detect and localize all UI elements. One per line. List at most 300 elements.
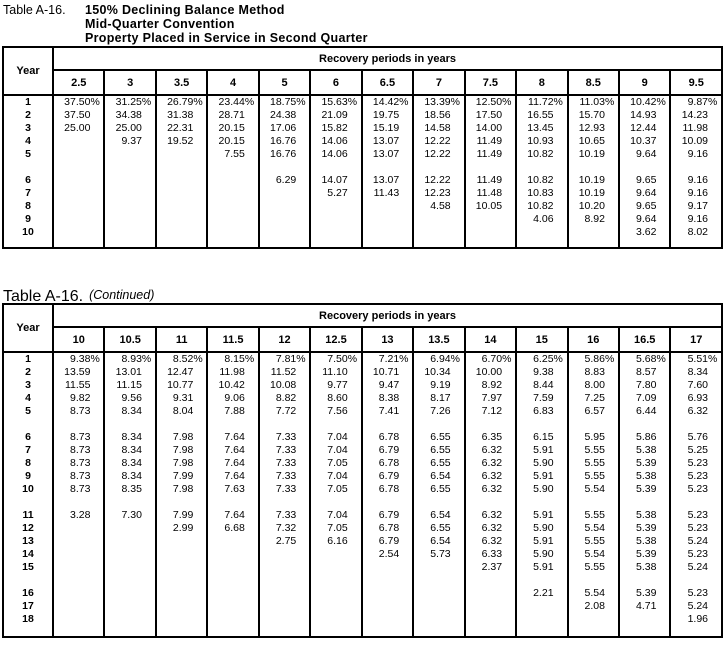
table1-title-block <box>3 3 368 45</box>
rate-cell: 8.73 <box>53 405 104 418</box>
rate-cell: 10.19 <box>568 174 619 187</box>
rate-cell: 6.32 <box>465 457 516 470</box>
rate-cell: 9.47 <box>362 379 413 392</box>
rate-cell: 13.45 <box>516 122 567 135</box>
rate-cell: 6.32 <box>465 509 516 522</box>
rate-cell: 8.82 <box>259 392 310 405</box>
rate-cell: 8.00 <box>568 379 619 392</box>
rate-cell: 5.25 <box>670 444 722 457</box>
rate-cell: 5.55 <box>568 457 619 470</box>
rate-cell <box>207 613 258 626</box>
rate-cell: 5.39 <box>619 457 670 470</box>
header-row-group <box>3 304 722 327</box>
rate-cell: 8.44 <box>516 379 567 392</box>
year-cell <box>3 418 53 431</box>
rate-cell: 5.55 <box>568 444 619 457</box>
year-cell: 6 <box>25 174 31 186</box>
table-row <box>3 470 722 483</box>
rate-cell: 7.81% <box>259 352 310 366</box>
rate-cell: 15.63% <box>310 95 361 109</box>
rate-cell: 18.56 <box>413 109 464 122</box>
rate-cell <box>104 561 155 574</box>
table-body <box>3 352 722 637</box>
rate-cell <box>516 239 567 248</box>
rate-cell: 12.22 <box>413 135 464 148</box>
period-header: 17 <box>670 327 722 352</box>
rate-cell: 6.78 <box>362 457 413 470</box>
rate-cell: 9.87% <box>670 95 722 109</box>
table-row <box>3 352 722 366</box>
rate-cell <box>413 574 464 587</box>
table-header <box>3 304 722 352</box>
rate-cell <box>413 626 464 637</box>
table-row <box>3 148 722 161</box>
spacer-row <box>3 574 722 587</box>
rate-cell: 14.42% <box>362 95 413 109</box>
rate-cell <box>362 226 413 239</box>
period-header: 8 <box>516 70 567 95</box>
table1-title <box>85 3 368 45</box>
period-header: 3.5 <box>156 70 207 95</box>
rate-cell: 13.07 <box>362 148 413 161</box>
rate-cell: 7.98 <box>156 483 207 496</box>
rate-cell: 10.00 <box>465 366 516 379</box>
rate-cell: 5.23 <box>670 457 722 470</box>
rate-cell <box>568 626 619 637</box>
rate-cell: 7.98 <box>156 444 207 457</box>
rate-cell: 6.57 <box>568 405 619 418</box>
rate-cell <box>619 626 670 637</box>
rate-cell: 6.70% <box>465 352 516 366</box>
rate-cell: 6.55 <box>413 444 464 457</box>
rate-cell: 10.83 <box>516 187 567 200</box>
rate-cell: 8.73 <box>53 444 104 457</box>
rate-cell: 8.17 <box>413 392 464 405</box>
rate-cell: 2.99 <box>156 522 207 535</box>
rate-cell <box>516 226 567 239</box>
rate-cell: 12.22 <box>413 174 464 187</box>
rate-cell <box>207 600 258 613</box>
rate-cell <box>670 574 722 587</box>
rate-cell <box>413 561 464 574</box>
rate-cell: 2.21 <box>516 587 567 600</box>
rate-cell: 5.91 <box>516 561 567 574</box>
rate-cell <box>259 587 310 600</box>
rate-cell: 5.39 <box>619 522 670 535</box>
table-row <box>3 213 722 226</box>
rate-cell: 9.16 <box>670 148 722 161</box>
rate-cell: 11.49 <box>465 148 516 161</box>
rate-cell <box>259 548 310 561</box>
rate-cell: 12.44 <box>619 122 670 135</box>
rate-cell <box>259 613 310 626</box>
rate-cell <box>53 148 104 161</box>
rate-cell: 7.21% <box>362 352 413 366</box>
rate-cell: 5.86 <box>619 431 670 444</box>
rate-cell <box>413 496 464 509</box>
rate-cell: 2.37 <box>465 561 516 574</box>
rate-cell: 34.38 <box>104 109 155 122</box>
rate-cell: 6.55 <box>413 522 464 535</box>
rate-cell: 9.77 <box>310 379 361 392</box>
rate-cell: 5.86% <box>568 352 619 366</box>
rate-cell: 12.47 <box>156 366 207 379</box>
rate-cell: 5.39 <box>619 548 670 561</box>
rate-cell: 10.82 <box>516 174 567 187</box>
rate-cell <box>259 187 310 200</box>
rate-cell: 3.62 <box>619 226 670 239</box>
rate-cell <box>53 613 104 626</box>
rate-cell: 7.33 <box>259 457 310 470</box>
rate-cell <box>156 548 207 561</box>
rate-cell: 7.05 <box>310 483 361 496</box>
table-row <box>3 366 722 379</box>
rate-cell: 9.65 <box>619 174 670 187</box>
rate-cell: 8.34 <box>104 470 155 483</box>
rate-cell: 2.54 <box>362 548 413 561</box>
rate-cell <box>362 561 413 574</box>
rate-cell: 6.79 <box>362 444 413 457</box>
rate-cell: 9.38% <box>53 352 104 366</box>
rate-cell <box>104 161 155 174</box>
rate-cell: 5.54 <box>568 548 619 561</box>
table-row <box>3 379 722 392</box>
rate-cell <box>619 239 670 248</box>
rate-cell: 13.07 <box>362 135 413 148</box>
rate-cell: 9.19 <box>413 379 464 392</box>
period-header: 2.5 <box>53 70 104 95</box>
rate-cell: 6.32 <box>465 444 516 457</box>
rate-cell <box>310 574 361 587</box>
rate-cell <box>207 548 258 561</box>
rate-cell <box>310 587 361 600</box>
rate-cell <box>465 613 516 626</box>
rate-cell: 9.64 <box>619 148 670 161</box>
rate-cell: 37.50 <box>53 109 104 122</box>
rate-cell: 10.65 <box>568 135 619 148</box>
rate-cell <box>465 626 516 637</box>
rate-cell: 5.91 <box>516 535 567 548</box>
rate-cell: 5.54 <box>568 522 619 535</box>
rate-cell: 2.08 <box>568 600 619 613</box>
rate-cell <box>516 626 567 637</box>
rate-cell: 6.54 <box>413 509 464 522</box>
rate-cell <box>568 418 619 431</box>
rate-cell: 7.56 <box>310 405 361 418</box>
rate-cell: 9.17 <box>670 200 722 213</box>
rate-cell <box>156 187 207 200</box>
rate-cell: 5.38 <box>619 561 670 574</box>
rate-cell <box>207 213 258 226</box>
table-row <box>3 535 722 548</box>
year-cell: 18 <box>22 613 34 625</box>
rate-cell: 16.55 <box>516 109 567 122</box>
rate-cell: 5.38 <box>619 535 670 548</box>
rate-cell: 7.55 <box>207 148 258 161</box>
rate-cell <box>259 226 310 239</box>
rate-cell: 16.76 <box>259 135 310 148</box>
rate-cell <box>104 496 155 509</box>
rate-cell <box>568 613 619 626</box>
rate-cell <box>310 226 361 239</box>
rate-cell: 8.38 <box>362 392 413 405</box>
recovery-periods-header: Recovery periods in years <box>53 47 722 70</box>
rate-cell <box>362 626 413 637</box>
rate-cell <box>516 161 567 174</box>
rate-cell: 5.91 <box>516 444 567 457</box>
period-header: 13.5 <box>413 327 464 352</box>
rate-cell: 6.16 <box>310 535 361 548</box>
rate-cell <box>568 574 619 587</box>
table-row <box>3 522 722 535</box>
rate-cell: 9.56 <box>104 392 155 405</box>
rate-cell <box>104 574 155 587</box>
rate-cell: 8.83 <box>568 366 619 379</box>
rate-cell: 6.35 <box>465 431 516 444</box>
year-cell: 11 <box>22 509 34 521</box>
rate-cell: 11.52 <box>259 366 310 379</box>
year-cell: 16 <box>22 587 34 599</box>
period-header: 13 <box>362 327 413 352</box>
rate-cell: 20.15 <box>207 122 258 135</box>
rate-cell <box>310 213 361 226</box>
rate-cell: 13.39% <box>413 95 464 109</box>
rate-cell: 7.12 <box>465 405 516 418</box>
rate-cell: 8.92 <box>465 379 516 392</box>
rate-cell: 9.37 <box>104 135 155 148</box>
rate-cell: 10.42% <box>619 95 670 109</box>
table-row <box>3 509 722 522</box>
year-cell: 13 <box>22 535 34 547</box>
rate-cell: 5.51% <box>670 352 722 366</box>
rate-cell: 3.28 <box>53 509 104 522</box>
rate-cell <box>53 548 104 561</box>
rate-cell <box>156 418 207 431</box>
rate-cell <box>670 239 722 248</box>
rate-cell: 13.01 <box>104 366 155 379</box>
rate-cell: 11.98 <box>670 122 722 135</box>
rate-cell: 8.73 <box>53 470 104 483</box>
period-header: 16.5 <box>619 327 670 352</box>
rate-cell: 6.83 <box>516 405 567 418</box>
rate-cell <box>362 200 413 213</box>
rate-cell <box>619 496 670 509</box>
period-header: 6 <box>310 70 361 95</box>
rate-cell <box>156 226 207 239</box>
year-column-header: Year <box>3 47 53 95</box>
rate-cell: 8.34 <box>670 366 722 379</box>
rate-cell: 7.60 <box>670 379 722 392</box>
rate-cell: 9.16 <box>670 174 722 187</box>
table-row <box>3 95 722 109</box>
rate-cell: 6.93 <box>670 392 722 405</box>
rate-cell: 5.38 <box>619 444 670 457</box>
year-cell: 4 <box>25 135 31 147</box>
rate-cell: 7.88 <box>207 405 258 418</box>
rate-cell: 8.52% <box>156 352 207 366</box>
rate-cell: 6.78 <box>362 483 413 496</box>
rate-cell: 7.98 <box>156 457 207 470</box>
rate-cell: 15.82 <box>310 122 361 135</box>
year-cell: 2 <box>25 109 31 121</box>
rate-cell: 7.05 <box>310 522 361 535</box>
rate-cell: 10.82 <box>516 200 567 213</box>
table-row <box>3 174 722 187</box>
rate-cell: 6.54 <box>413 470 464 483</box>
rate-cell: 10.19 <box>568 187 619 200</box>
rate-cell: 11.48 <box>465 187 516 200</box>
rate-cell: 10.09 <box>670 135 722 148</box>
rate-cell <box>259 600 310 613</box>
rate-cell: 5.38 <box>619 470 670 483</box>
rate-cell: 10.05 <box>465 200 516 213</box>
recovery-periods-header: Recovery periods in years <box>53 304 722 327</box>
rate-cell <box>53 174 104 187</box>
rate-cell <box>207 187 258 200</box>
rate-cell: 7.04 <box>310 431 361 444</box>
rate-cell: 19.75 <box>362 109 413 122</box>
rate-cell <box>104 626 155 637</box>
rate-cell <box>310 626 361 637</box>
rate-cell: 10.20 <box>568 200 619 213</box>
period-header: 3 <box>104 70 155 95</box>
period-header: 9.5 <box>670 70 722 95</box>
rate-cell: 7.64 <box>207 444 258 457</box>
period-header: 5 <box>259 70 310 95</box>
rate-cell: 13.59 <box>53 366 104 379</box>
rate-cell <box>465 574 516 587</box>
bottom-padding-row <box>3 626 722 637</box>
rate-cell: 12.23 <box>413 187 464 200</box>
year-cell: 2 <box>25 366 31 378</box>
year-cell <box>3 239 53 248</box>
rate-cell: 6.78 <box>362 431 413 444</box>
rate-cell <box>53 161 104 174</box>
year-cell: 8 <box>25 457 31 469</box>
period-header: 7 <box>413 70 464 95</box>
rate-cell: 25.00 <box>53 122 104 135</box>
rate-cell <box>465 587 516 600</box>
table2-continued-label: (Continued) <box>89 288 155 302</box>
rate-cell: 6.15 <box>516 431 567 444</box>
period-header: 12 <box>259 327 310 352</box>
period-header: 14 <box>465 327 516 352</box>
table-row <box>3 483 722 496</box>
rate-cell: 5.54 <box>568 483 619 496</box>
rate-cell <box>465 496 516 509</box>
table-row <box>3 561 722 574</box>
table-row <box>3 122 722 135</box>
rate-cell: 5.55 <box>568 561 619 574</box>
rate-cell <box>156 239 207 248</box>
rate-cell: 5.76 <box>670 431 722 444</box>
rate-cell <box>465 239 516 248</box>
rate-cell: 10.08 <box>259 379 310 392</box>
rate-cell <box>259 496 310 509</box>
rate-cell <box>413 213 464 226</box>
year-cell: 5 <box>25 148 31 160</box>
rate-cell: 7.98 <box>156 431 207 444</box>
rate-cell <box>53 535 104 548</box>
year-cell <box>3 496 53 509</box>
rate-cell: 8.34 <box>104 457 155 470</box>
rate-cell <box>156 561 207 574</box>
rate-cell: 12.93 <box>568 122 619 135</box>
rate-cell: 9.64 <box>619 213 670 226</box>
year-cell: 12 <box>22 522 34 534</box>
rate-cell <box>670 496 722 509</box>
year-cell <box>3 626 53 637</box>
year-cell: 9 <box>25 213 31 225</box>
rate-cell: 24.38 <box>259 109 310 122</box>
rate-cell: 11.43 <box>362 187 413 200</box>
period-header: 11.5 <box>207 327 258 352</box>
rate-cell <box>413 600 464 613</box>
header-row-periods <box>3 70 722 95</box>
rate-cell: 7.50% <box>310 352 361 366</box>
rate-cell: 6.29 <box>259 174 310 187</box>
rate-cell <box>53 600 104 613</box>
table-row <box>3 613 722 626</box>
rate-cell: 5.39 <box>619 483 670 496</box>
year-cell: 14 <box>22 548 34 560</box>
rate-cell: 5.55 <box>568 470 619 483</box>
rate-cell <box>465 213 516 226</box>
period-header: 6.5 <box>362 70 413 95</box>
rate-cell <box>53 574 104 587</box>
rate-cell: 9.06 <box>207 392 258 405</box>
rate-cell: 7.33 <box>259 431 310 444</box>
rate-cell: 14.06 <box>310 135 361 148</box>
rate-cell <box>104 535 155 548</box>
year-cell: 5 <box>25 405 31 417</box>
table1-title-line2: Mid-Quarter Convention <box>85 17 235 31</box>
rate-cell: 8.57 <box>619 366 670 379</box>
rate-cell <box>104 187 155 200</box>
rate-cell <box>207 496 258 509</box>
rate-cell: 8.35 <box>104 483 155 496</box>
rate-cell: 5.55 <box>568 535 619 548</box>
rate-cell <box>259 161 310 174</box>
rate-cell: 7.04 <box>310 444 361 457</box>
rate-cell <box>104 522 155 535</box>
rate-cell <box>413 613 464 626</box>
rate-cell: 4.06 <box>516 213 567 226</box>
rate-cell <box>104 613 155 626</box>
rate-cell: 7.72 <box>259 405 310 418</box>
rate-cell: 14.58 <box>413 122 464 135</box>
rate-cell: 7.33 <box>259 470 310 483</box>
year-cell: 17 <box>22 600 34 612</box>
rate-cell <box>568 239 619 248</box>
rate-cell: 6.55 <box>413 483 464 496</box>
rate-cell <box>362 161 413 174</box>
rate-cell: 5.38 <box>619 509 670 522</box>
rate-cell: 7.41 <box>362 405 413 418</box>
rate-cell <box>156 613 207 626</box>
rate-cell <box>619 574 670 587</box>
rate-cell <box>516 613 567 626</box>
rate-cell: 6.32 <box>465 470 516 483</box>
year-cell: 3 <box>25 379 31 391</box>
rate-cell: 7.99 <box>156 509 207 522</box>
rate-cell: 5.27 <box>310 187 361 200</box>
rate-cell <box>259 200 310 213</box>
rate-cell <box>53 135 104 148</box>
rate-cell <box>53 522 104 535</box>
rate-cell <box>53 226 104 239</box>
rate-cell: 6.44 <box>619 405 670 418</box>
